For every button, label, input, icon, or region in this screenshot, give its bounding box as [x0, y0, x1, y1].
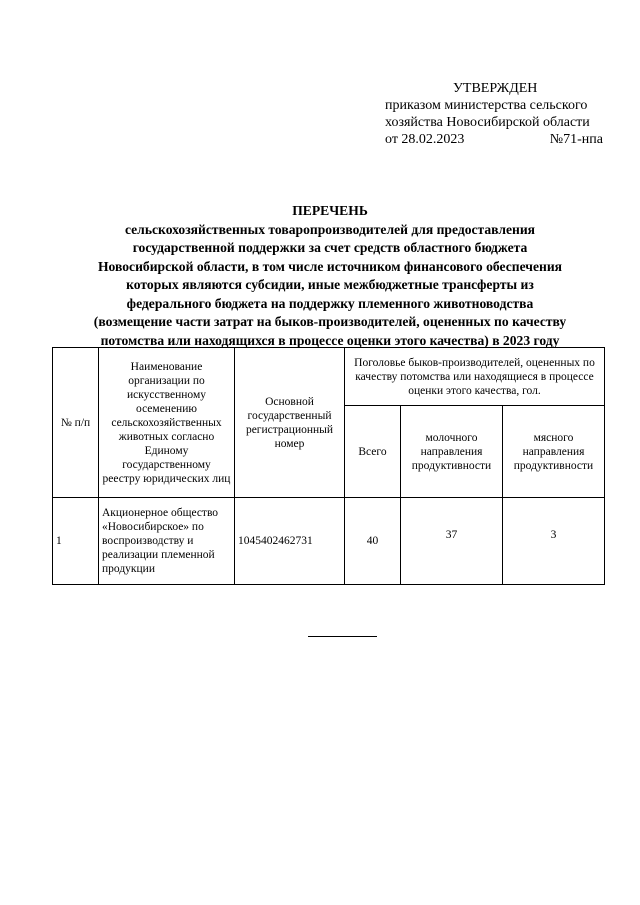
cell-total: 40	[345, 498, 401, 585]
cell-org: Акционерное общество «Новосибирское» по воспроизводству и реализации племенной продукции	[99, 498, 235, 585]
approval-stamp	[385, 80, 615, 148]
title-line: которых являются субсидии, иные межбюджетные трансферты из	[126, 277, 534, 292]
header-total: Всего	[345, 406, 401, 498]
cell-dairy: 37	[401, 498, 503, 585]
document-title	[40, 202, 620, 350]
approval-order-line-2: хозяйства Новосибирской области	[385, 115, 590, 130]
title-line: Новосибирской области, в том числе источником финансового обеспечения	[97, 258, 563, 274]
cell-meat: 3	[503, 498, 605, 585]
title-line: федерального бюджета на поддержку племенного животноводства	[126, 295, 534, 311]
cell-num: 1	[53, 498, 99, 585]
header-ogrn: Основной государственный регистрационный номер	[235, 348, 345, 498]
header-group: Поголовье быков-производителей, оцененных по качеству потомства или находящиеся в процессе оценки этого качества, гол.	[345, 348, 605, 406]
title-line: (возмещение части затрат на быков-производителей, оцененных по качеству	[93, 314, 567, 329]
title-line: сельскохозяйственных товаропроизводителей для предоставления	[124, 221, 536, 237]
closing-divider	[308, 636, 377, 637]
title-heading: ПЕРЕЧЕНЬ	[292, 203, 368, 218]
producers-table	[52, 347, 605, 585]
header-dairy: молочного направления продуктивности	[401, 406, 503, 498]
cell-ogrn: 1045402462731	[235, 498, 345, 585]
approval-date-row	[385, 131, 603, 148]
header-org: Наименование организации по искусственному осеменению сельскохозяйственных животных согласно Единому государственному реестру юридических лиц	[99, 348, 235, 498]
approval-order-line-1: приказом министерства сельского	[385, 98, 588, 113]
header-meat: мясного направления продуктивности	[503, 406, 605, 498]
table-header-row	[53, 348, 605, 406]
title-line: потомства или находящихся в процессе оценки этого качества) в 2023 году	[100, 332, 560, 348]
header-num: № п/п	[53, 348, 99, 498]
approval-date: от 28.02.2023	[385, 132, 465, 147]
approval-heading: УТВЕРЖДЕН	[453, 81, 538, 96]
title-line: государственной поддержки за счет средств областного бюджета	[132, 240, 528, 255]
table-row	[53, 498, 605, 585]
approval-number: №71-нпа	[549, 132, 603, 147]
